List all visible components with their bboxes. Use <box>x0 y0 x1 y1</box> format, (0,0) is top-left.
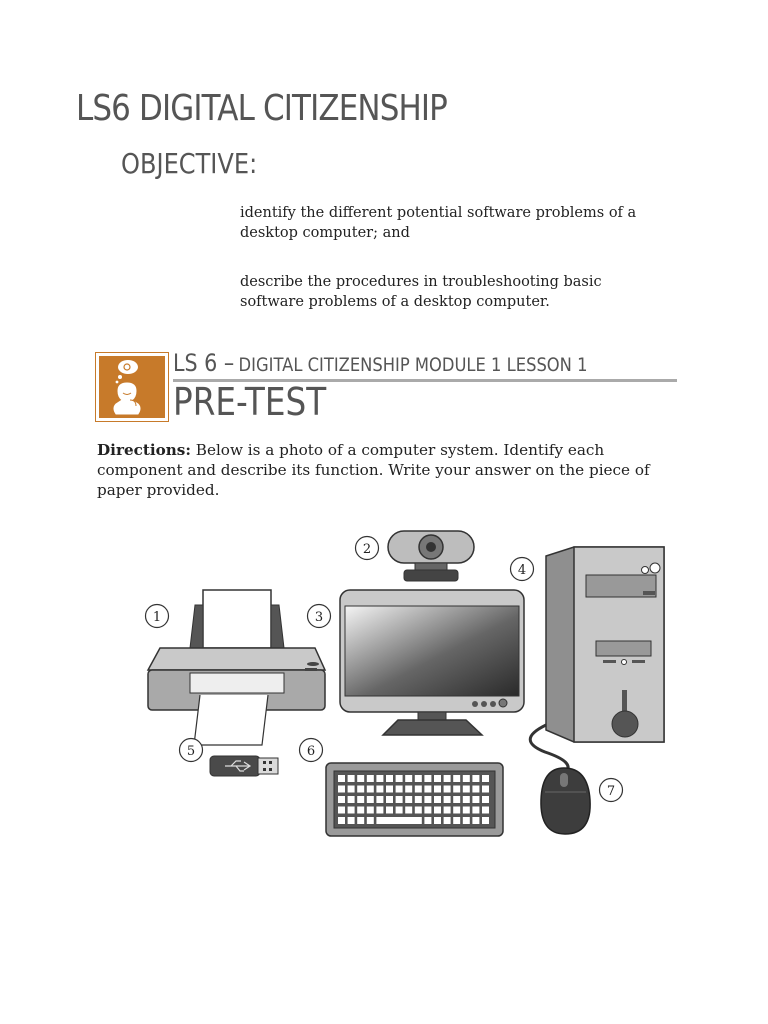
keyboard-key <box>376 775 383 782</box>
keyboard-key <box>434 775 441 782</box>
directions-label: Directions: <box>97 441 191 459</box>
keyboard-key <box>386 796 393 803</box>
keyboard-illustration <box>326 763 503 836</box>
keyboard-key <box>376 796 383 803</box>
computer-system-figure <box>0 520 768 850</box>
keyboard-key <box>472 786 479 793</box>
callout-1 <box>146 605 169 628</box>
keyboard-key <box>396 796 403 803</box>
keyboard-key <box>444 796 451 803</box>
keyboard-key <box>367 817 374 824</box>
callout-label-6: 6 <box>306 744 316 759</box>
keyboard-key <box>367 775 374 782</box>
keyboard-key <box>348 786 355 793</box>
monitor-illustration <box>340 590 524 735</box>
thinking-person-icon <box>96 353 168 421</box>
keyboard-key <box>463 807 470 814</box>
keyboard-key <box>338 796 345 803</box>
callout-label-7: 7 <box>606 784 616 799</box>
callout-label-5: 5 <box>186 744 196 759</box>
keyboard-key <box>434 786 441 793</box>
keyboard-key <box>453 817 460 824</box>
callout-2 <box>356 537 379 560</box>
keyboard-key <box>424 775 431 782</box>
page-title: LS6 DIGITAL CITIZENSHIP <box>76 88 447 129</box>
keyboard-key <box>415 786 422 793</box>
keyboard-key <box>472 807 479 814</box>
callout-label-1: 1 <box>152 610 162 625</box>
directions-text: Below is a photo of a computer system. Identify each component and describe its function. Write your answer on the piece of paper provided. <box>97 441 650 499</box>
usb-drive-illustration <box>210 756 278 776</box>
directions <box>97 440 677 500</box>
section-title: PRE-TEST <box>173 380 327 424</box>
keyboard-key <box>453 807 460 814</box>
keyboard-key <box>367 796 374 803</box>
keyboard-key <box>463 786 470 793</box>
keyboard-key <box>472 817 479 824</box>
keyboard-key <box>338 775 345 782</box>
keyboard-key <box>348 775 355 782</box>
keyboard-key <box>357 796 364 803</box>
keyboard-key <box>405 796 412 803</box>
keyboard-key <box>444 786 451 793</box>
keyboard-key <box>415 807 422 814</box>
keyboard-key <box>348 807 355 814</box>
keyboard-key <box>463 775 470 782</box>
keyboard-key <box>424 817 431 824</box>
keyboard-key <box>386 807 393 814</box>
keyboard-key <box>482 796 489 803</box>
keyboard-key <box>424 796 431 803</box>
keyboard-key <box>405 786 412 793</box>
keyboard-key <box>386 786 393 793</box>
lesson-heading <box>173 349 587 377</box>
keyboard-key <box>348 817 355 824</box>
webcam-illustration <box>388 531 474 581</box>
objective-item-2: describe the procedures in troubleshooting basic software problems of a desktop computer. <box>240 274 602 310</box>
keyboard-key <box>453 796 460 803</box>
keyboard-key <box>434 817 441 824</box>
keyboard-key <box>338 817 345 824</box>
keyboard-key <box>376 807 383 814</box>
callout-label-3: 3 <box>314 610 324 625</box>
keyboard-key <box>463 796 470 803</box>
printer-illustration <box>148 590 325 745</box>
keyboard-key <box>405 775 412 782</box>
objective-item-1: identify the different potential software problems of a desktop computer; and <box>240 205 637 241</box>
callout-label-4: 4 <box>517 563 527 578</box>
keyboard-key <box>444 807 451 814</box>
keyboard-key <box>472 796 479 803</box>
keyboard-key <box>482 817 489 824</box>
lesson-name: DIGITAL CITIZENSHIP MODULE 1 LESSON 1 <box>238 354 588 376</box>
keyboard-key <box>386 775 393 782</box>
keyboard-key <box>338 807 345 814</box>
keyboard-key <box>348 796 355 803</box>
keyboard-key <box>396 786 403 793</box>
keyboard-key <box>482 807 489 814</box>
keyboard-key <box>482 786 489 793</box>
keyboard-key <box>357 786 364 793</box>
keyboard-key <box>472 775 479 782</box>
callout-7 <box>600 779 623 802</box>
lesson-icon <box>95 352 169 422</box>
keyboard-key <box>482 775 489 782</box>
callout-3 <box>308 605 331 628</box>
callout-6 <box>300 739 323 762</box>
keyboard-key <box>463 817 470 824</box>
keyboard-key <box>338 786 345 793</box>
keyboard-key <box>396 807 403 814</box>
keyboard-key <box>415 796 422 803</box>
keyboard-key <box>444 775 451 782</box>
callout-label-2: 2 <box>362 542 372 557</box>
system-unit-illustration <box>546 547 664 742</box>
keyboard-key <box>376 786 383 793</box>
keyboard-key <box>434 807 441 814</box>
keyboard-spacebar <box>376 817 421 824</box>
keyboard-key <box>453 786 460 793</box>
keyboard-key <box>424 786 431 793</box>
keyboard-key <box>405 807 412 814</box>
keyboard-key <box>415 775 422 782</box>
keyboard-key <box>453 775 460 782</box>
keyboard-key <box>424 807 431 814</box>
keyboard-key <box>396 775 403 782</box>
callout-5 <box>180 739 203 762</box>
callout-4 <box>511 558 534 581</box>
keyboard-key <box>357 775 364 782</box>
mouse-illustration <box>541 768 590 834</box>
keyboard-key <box>367 786 374 793</box>
keyboard-key <box>357 807 364 814</box>
keyboard-key <box>434 796 441 803</box>
keyboard-key <box>367 807 374 814</box>
keyboard-key <box>357 817 364 824</box>
lesson-prefix: LS 6 – <box>173 349 235 377</box>
keyboard-key <box>444 817 451 824</box>
objective-heading: OBJECTIVE: <box>121 147 258 180</box>
